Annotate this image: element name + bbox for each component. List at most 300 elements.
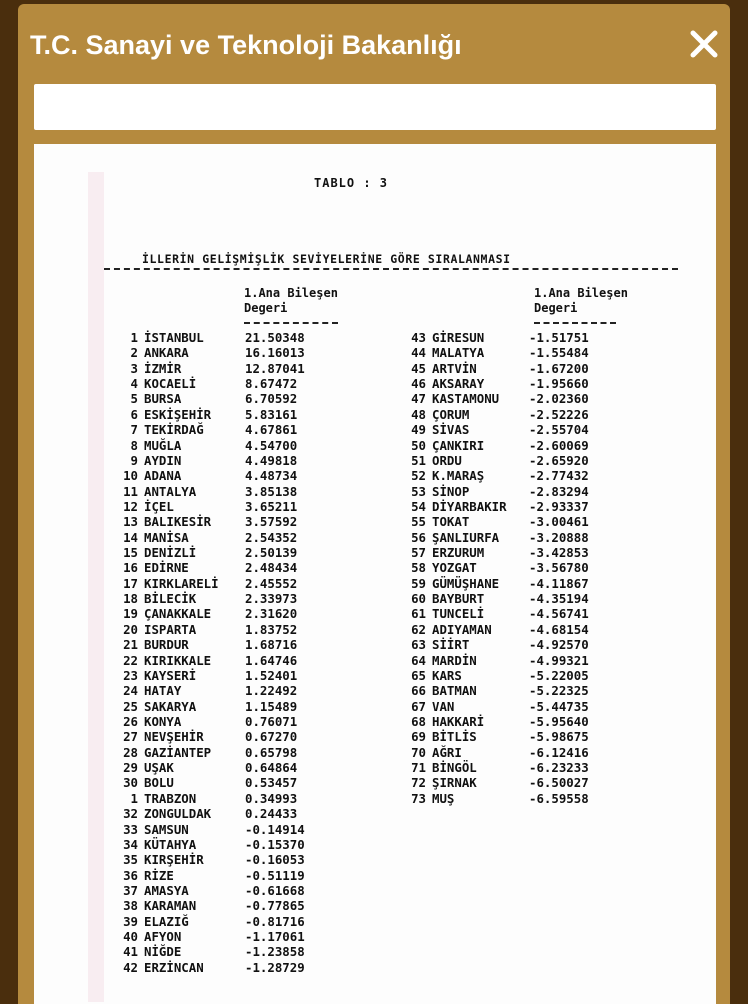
row-rank: 44 bbox=[411, 345, 426, 361]
table-row bbox=[110, 837, 340, 852]
row-rank: 47 bbox=[411, 391, 426, 407]
table-row bbox=[110, 637, 340, 652]
row-province: BİNGÖL bbox=[432, 760, 477, 776]
row-value: -1.23858 bbox=[245, 944, 305, 960]
left-column-header-line1: 1.Ana Bileşen bbox=[244, 286, 338, 300]
modal-top-strip bbox=[34, 84, 716, 130]
row-value: -3.00461 bbox=[529, 514, 589, 530]
row-province: KASTAMONU bbox=[432, 391, 500, 407]
row-province: ADIYAMAN bbox=[432, 621, 492, 637]
row-rank: 35 bbox=[123, 852, 138, 868]
row-rank: 3 bbox=[130, 360, 138, 376]
table-row bbox=[110, 868, 340, 883]
row-province: BURSA bbox=[144, 391, 182, 407]
document-viewer[interactable] bbox=[34, 144, 716, 1004]
row-rank: 46 bbox=[411, 376, 426, 392]
row-value: 1.68716 bbox=[245, 637, 298, 653]
row-value: 3.65211 bbox=[245, 498, 298, 514]
table-row bbox=[110, 914, 340, 929]
row-province: SAKARYA bbox=[144, 698, 197, 714]
page-edge-shadow bbox=[88, 172, 104, 1002]
row-province: SİNOP bbox=[432, 483, 470, 499]
table-row bbox=[110, 407, 340, 422]
table-row bbox=[110, 699, 340, 714]
close-icon bbox=[686, 26, 722, 62]
row-value: -1.28729 bbox=[245, 959, 305, 975]
row-value: 2.33973 bbox=[245, 591, 298, 607]
row-rank: 73 bbox=[411, 790, 426, 806]
row-rank: 14 bbox=[123, 529, 138, 545]
table-row bbox=[398, 714, 648, 729]
heading-divider bbox=[104, 268, 678, 270]
row-rank: 25 bbox=[123, 698, 138, 714]
row-value: 2.54352 bbox=[245, 529, 298, 545]
row-value: -2.83294 bbox=[529, 483, 589, 499]
table-row bbox=[398, 438, 648, 453]
table-row bbox=[110, 560, 340, 575]
table-row bbox=[398, 514, 648, 529]
right-column-header-line1: 1.Ana Bileşen bbox=[534, 286, 628, 300]
row-province: GÜMÜŞHANE bbox=[432, 575, 500, 591]
row-province: ÇANKIRI bbox=[432, 437, 485, 453]
right-column-header bbox=[534, 286, 628, 316]
row-province: ÇORUM bbox=[432, 406, 470, 422]
table-row bbox=[110, 898, 340, 913]
row-province: DENİZLİ bbox=[144, 545, 197, 561]
row-province: ŞIRNAK bbox=[432, 775, 477, 791]
row-rank: 58 bbox=[411, 560, 426, 576]
row-province: ADANA bbox=[144, 468, 182, 484]
row-value: -2.52226 bbox=[529, 406, 589, 422]
table-row bbox=[398, 699, 648, 714]
row-province: MALATYA bbox=[432, 345, 485, 361]
table-row bbox=[110, 453, 340, 468]
row-rank: 22 bbox=[123, 652, 138, 668]
row-province: AĞRI bbox=[432, 744, 462, 760]
row-rank: 8 bbox=[130, 437, 138, 453]
table-row bbox=[110, 929, 340, 944]
row-value: 6.70592 bbox=[245, 391, 298, 407]
row-province: HATAY bbox=[144, 683, 182, 699]
table-row bbox=[110, 944, 340, 959]
row-value: -2.02360 bbox=[529, 391, 589, 407]
row-province: SİİRT bbox=[432, 637, 470, 653]
row-province: İÇEL bbox=[144, 498, 174, 514]
row-value: 1.64746 bbox=[245, 652, 298, 668]
row-value: 0.65798 bbox=[245, 744, 298, 760]
row-province: BURDUR bbox=[144, 637, 189, 653]
row-value: 4.67861 bbox=[245, 422, 298, 438]
row-rank: 15 bbox=[123, 545, 138, 561]
row-rank: 12 bbox=[123, 498, 138, 514]
row-rank: 5 bbox=[130, 391, 138, 407]
row-value: 16.16013 bbox=[245, 345, 305, 361]
table-row bbox=[110, 330, 340, 345]
table-row bbox=[110, 653, 340, 668]
table-row bbox=[398, 422, 648, 437]
table-row bbox=[398, 775, 648, 790]
table-row bbox=[110, 852, 340, 867]
table-row bbox=[110, 822, 340, 837]
row-province: BATMAN bbox=[432, 683, 477, 699]
row-value: 4.54700 bbox=[245, 437, 298, 453]
row-province: TEKİRDAĞ bbox=[144, 422, 204, 438]
row-value: -1.67200 bbox=[529, 360, 589, 376]
row-province: KIRKLARELİ bbox=[144, 575, 219, 591]
row-province: BOLU bbox=[144, 775, 174, 791]
row-rank: 56 bbox=[411, 529, 426, 545]
row-rank: 4 bbox=[130, 376, 138, 392]
row-rank: 41 bbox=[123, 944, 138, 960]
table-row bbox=[398, 453, 648, 468]
row-value: 4.49818 bbox=[245, 452, 298, 468]
row-value: -3.42853 bbox=[529, 545, 589, 561]
row-value: -3.20888 bbox=[529, 529, 589, 545]
row-rank: 70 bbox=[411, 744, 426, 760]
row-rank: 54 bbox=[411, 498, 426, 514]
row-value: 5.83161 bbox=[245, 406, 298, 422]
table-row bbox=[398, 560, 648, 575]
row-rank: 45 bbox=[411, 360, 426, 376]
row-value: 0.76071 bbox=[245, 713, 298, 729]
row-rank: 55 bbox=[411, 514, 426, 530]
row-value: -6.50027 bbox=[529, 775, 589, 791]
row-value: -2.55704 bbox=[529, 422, 589, 438]
row-value: -2.65920 bbox=[529, 452, 589, 468]
row-province: ELAZIĞ bbox=[144, 913, 189, 929]
row-rank: 42 bbox=[123, 959, 138, 975]
table-heading: İLLERİN GELİŞMİŞLİK SEVİYELERİNE GÖRE SIRALANMASI bbox=[142, 252, 511, 266]
row-value: 0.34993 bbox=[245, 790, 298, 806]
row-rank: 48 bbox=[411, 406, 426, 422]
modal-dialog bbox=[18, 4, 730, 1004]
table-row bbox=[110, 668, 340, 683]
row-rank: 33 bbox=[123, 821, 138, 837]
table-row bbox=[398, 591, 648, 606]
row-province: TRABZON bbox=[144, 790, 197, 806]
row-province: MUŞ bbox=[432, 790, 455, 806]
row-province: DİYARBAKIR bbox=[432, 498, 507, 514]
table-row bbox=[398, 376, 648, 391]
row-rank: 64 bbox=[411, 652, 426, 668]
table-row bbox=[110, 438, 340, 453]
table-row bbox=[110, 499, 340, 514]
row-province: UŞAK bbox=[144, 760, 174, 776]
table-row bbox=[398, 530, 648, 545]
table-row bbox=[398, 653, 648, 668]
row-rank: 67 bbox=[411, 698, 426, 714]
row-rank: 68 bbox=[411, 713, 426, 729]
scanned-document-page bbox=[34, 144, 716, 1004]
row-rank: 9 bbox=[130, 452, 138, 468]
row-value: 2.50139 bbox=[245, 545, 298, 561]
row-province: ERZİNCAN bbox=[144, 959, 204, 975]
row-province: BAYBURT bbox=[432, 591, 485, 607]
table-row bbox=[110, 468, 340, 483]
row-value: -0.81716 bbox=[245, 913, 305, 929]
row-province: AMASYA bbox=[144, 882, 189, 898]
row-value: -0.77865 bbox=[245, 898, 305, 914]
row-rank: 26 bbox=[123, 713, 138, 729]
modal-title: T.C. Sanayi ve Teknoloji Bakanlığı bbox=[30, 30, 462, 60]
row-rank: 71 bbox=[411, 760, 426, 776]
row-rank: 66 bbox=[411, 683, 426, 699]
table-row bbox=[110, 530, 340, 545]
row-value: 4.48734 bbox=[245, 468, 298, 484]
row-value: -4.99321 bbox=[529, 652, 589, 668]
row-province: İZMİR bbox=[144, 360, 182, 376]
row-value: 2.48434 bbox=[245, 560, 298, 576]
row-province: İSTANBUL bbox=[144, 330, 204, 345]
row-value: -2.77432 bbox=[529, 468, 589, 484]
row-rank: 19 bbox=[123, 606, 138, 622]
row-rank: 21 bbox=[123, 637, 138, 653]
row-province: ARTVİN bbox=[432, 360, 477, 376]
row-rank: 39 bbox=[123, 913, 138, 929]
row-rank: 24 bbox=[123, 683, 138, 699]
row-rank: 11 bbox=[123, 483, 138, 499]
row-value: -1.95660 bbox=[529, 376, 589, 392]
row-province: GAZİANTEP bbox=[144, 744, 212, 760]
right-header-underline bbox=[534, 322, 616, 324]
row-rank: 52 bbox=[411, 468, 426, 484]
table-row bbox=[110, 391, 340, 406]
row-value: -2.93337 bbox=[529, 498, 589, 514]
table-row bbox=[110, 775, 340, 790]
row-province: ERZURUM bbox=[432, 545, 485, 561]
row-province: TUNCELİ bbox=[432, 606, 485, 622]
row-value: 0.64864 bbox=[245, 760, 298, 776]
row-rank: 61 bbox=[411, 606, 426, 622]
row-province: KOCAELİ bbox=[144, 376, 197, 392]
row-province: BALIKESİR bbox=[144, 514, 212, 530]
row-province: KIRIKKALE bbox=[144, 652, 212, 668]
row-value: -0.51119 bbox=[245, 867, 305, 883]
row-value: 8.67472 bbox=[245, 376, 298, 392]
row-rank: 1 bbox=[130, 790, 138, 806]
row-province: ANTALYA bbox=[144, 483, 197, 499]
table-row bbox=[110, 545, 340, 560]
right-column-header-line2: Degeri bbox=[534, 301, 578, 315]
row-rank: 37 bbox=[123, 882, 138, 898]
row-rank: 29 bbox=[123, 760, 138, 776]
table-row bbox=[110, 622, 340, 637]
row-rank: 34 bbox=[123, 836, 138, 852]
row-province: KIRŞEHİR bbox=[144, 852, 204, 868]
row-rank: 27 bbox=[123, 729, 138, 745]
table-row bbox=[110, 345, 340, 360]
table-row bbox=[110, 422, 340, 437]
row-rank: 53 bbox=[411, 483, 426, 499]
row-rank: 7 bbox=[130, 422, 138, 438]
table-row bbox=[110, 361, 340, 376]
table-row bbox=[110, 729, 340, 744]
table-row bbox=[398, 637, 648, 652]
row-province: EDİRNE bbox=[144, 560, 189, 576]
row-rank: 28 bbox=[123, 744, 138, 760]
row-province: ŞANLIURFA bbox=[432, 529, 500, 545]
table-row bbox=[398, 729, 648, 744]
row-value: -0.61668 bbox=[245, 882, 305, 898]
left-ranking-list bbox=[110, 330, 340, 975]
row-value: -0.16053 bbox=[245, 852, 305, 868]
row-rank: 18 bbox=[123, 591, 138, 607]
row-value: 0.53457 bbox=[245, 775, 298, 791]
left-header-underline bbox=[244, 322, 338, 324]
row-value: -1.55484 bbox=[529, 345, 589, 361]
row-rank: 16 bbox=[123, 560, 138, 576]
row-value: 0.67270 bbox=[245, 729, 298, 745]
row-rank: 69 bbox=[411, 729, 426, 745]
row-rank: 6 bbox=[130, 406, 138, 422]
row-value: 2.45552 bbox=[245, 575, 298, 591]
table-row bbox=[110, 883, 340, 898]
row-value: -2.60069 bbox=[529, 437, 589, 453]
row-rank: 40 bbox=[123, 929, 138, 945]
row-value: 1.22492 bbox=[245, 683, 298, 699]
table-row bbox=[110, 760, 340, 775]
row-value: -5.44735 bbox=[529, 698, 589, 714]
row-rank: 38 bbox=[123, 898, 138, 914]
row-province: ORDU bbox=[432, 452, 462, 468]
left-column-header bbox=[244, 286, 338, 316]
row-rank: 63 bbox=[411, 637, 426, 653]
table-row bbox=[398, 484, 648, 499]
row-value: -5.22005 bbox=[529, 667, 589, 683]
close-button[interactable] bbox=[686, 26, 722, 62]
row-rank: 50 bbox=[411, 437, 426, 453]
table-row bbox=[110, 591, 340, 606]
row-province: ISPARTA bbox=[144, 621, 197, 637]
table-row bbox=[398, 407, 648, 422]
row-province: MUĞLA bbox=[144, 437, 182, 453]
row-province: YOZGAT bbox=[432, 560, 477, 576]
table-row bbox=[110, 576, 340, 591]
table-row bbox=[398, 668, 648, 683]
row-province: GİRESUN bbox=[432, 330, 485, 345]
table-row bbox=[398, 791, 648, 806]
row-rank: 20 bbox=[123, 621, 138, 637]
table-row bbox=[398, 760, 648, 775]
table-row bbox=[110, 376, 340, 391]
table-row bbox=[398, 499, 648, 514]
table-row bbox=[398, 330, 648, 345]
table-row bbox=[398, 683, 648, 698]
row-province: ZONGULDAK bbox=[144, 806, 212, 822]
row-province: NEVŞEHİR bbox=[144, 729, 204, 745]
row-value: -0.14914 bbox=[245, 821, 305, 837]
row-province: K.MARAŞ bbox=[432, 468, 485, 484]
row-rank: 49 bbox=[411, 422, 426, 438]
row-rank: 59 bbox=[411, 575, 426, 591]
row-value: -6.59558 bbox=[529, 790, 589, 806]
row-province: KONYA bbox=[144, 713, 182, 729]
row-province: SAMSUN bbox=[144, 821, 189, 837]
row-province: SİVAS bbox=[432, 422, 470, 438]
row-value: -6.23233 bbox=[529, 760, 589, 776]
row-rank: 65 bbox=[411, 667, 426, 683]
row-rank: 2 bbox=[130, 345, 138, 361]
table-row bbox=[110, 484, 340, 499]
row-rank: 32 bbox=[123, 806, 138, 822]
row-rank: 62 bbox=[411, 621, 426, 637]
row-value: -4.92570 bbox=[529, 637, 589, 653]
table-row bbox=[398, 745, 648, 760]
row-value: 12.87041 bbox=[245, 360, 305, 376]
row-province: HAKKARİ bbox=[432, 713, 485, 729]
row-province: ANKARA bbox=[144, 345, 189, 361]
row-value: -4.68154 bbox=[529, 621, 589, 637]
row-value: -4.11867 bbox=[529, 575, 589, 591]
row-rank: 10 bbox=[123, 468, 138, 484]
row-rank: 13 bbox=[123, 514, 138, 530]
table-row bbox=[110, 606, 340, 621]
row-value: -5.98675 bbox=[529, 729, 589, 745]
row-rank: 1 bbox=[130, 330, 138, 345]
table-row bbox=[398, 345, 648, 360]
row-province: MARDİN bbox=[432, 652, 477, 668]
row-province: AFYON bbox=[144, 929, 182, 945]
table-row bbox=[110, 806, 340, 821]
row-province: KÜTAHYA bbox=[144, 836, 197, 852]
table-row bbox=[110, 745, 340, 760]
row-rank: 30 bbox=[123, 775, 138, 791]
row-province: ÇANAKKALE bbox=[144, 606, 212, 622]
row-province: ESKİŞEHİR bbox=[144, 406, 212, 422]
row-value: -4.35194 bbox=[529, 591, 589, 607]
row-value: 2.31620 bbox=[245, 606, 298, 622]
row-value: -6.12416 bbox=[529, 744, 589, 760]
row-rank: 72 bbox=[411, 775, 426, 791]
row-province: MANİSA bbox=[144, 529, 189, 545]
row-value: -5.95640 bbox=[529, 713, 589, 729]
row-province: BİTLİS bbox=[432, 729, 477, 745]
row-value: -4.56741 bbox=[529, 606, 589, 622]
row-rank: 17 bbox=[123, 575, 138, 591]
row-rank: 36 bbox=[123, 867, 138, 883]
row-province: AYDIN bbox=[144, 452, 182, 468]
table-row bbox=[398, 545, 648, 560]
row-value: -1.17061 bbox=[245, 929, 305, 945]
row-province: KAYSERİ bbox=[144, 667, 197, 683]
row-value: 1.15489 bbox=[245, 698, 298, 714]
table-row bbox=[398, 576, 648, 591]
row-value: 21.50348 bbox=[245, 330, 305, 345]
row-value: 0.24433 bbox=[245, 806, 298, 822]
row-value: 3.57592 bbox=[245, 514, 298, 530]
row-rank: 60 bbox=[411, 591, 426, 607]
row-province: NİĞDE bbox=[144, 944, 182, 960]
row-province: VAN bbox=[432, 698, 455, 714]
row-value: 1.52401 bbox=[245, 667, 298, 683]
row-value: -5.22325 bbox=[529, 683, 589, 699]
table-row bbox=[398, 606, 648, 621]
table-row bbox=[398, 391, 648, 406]
row-rank: 51 bbox=[411, 452, 426, 468]
row-province: KARS bbox=[432, 667, 462, 683]
row-province: AKSARAY bbox=[432, 376, 485, 392]
table-row bbox=[110, 514, 340, 529]
row-rank: 23 bbox=[123, 667, 138, 683]
left-column-header-line2: Degeri bbox=[244, 301, 288, 315]
table-label: TABLO : 3 bbox=[314, 176, 389, 190]
row-value: -3.56780 bbox=[529, 560, 589, 576]
row-province: BİLECİK bbox=[144, 591, 197, 607]
table-row bbox=[110, 683, 340, 698]
row-value: -1.51751 bbox=[529, 330, 589, 345]
table-row bbox=[110, 714, 340, 729]
row-value: 1.83752 bbox=[245, 621, 298, 637]
